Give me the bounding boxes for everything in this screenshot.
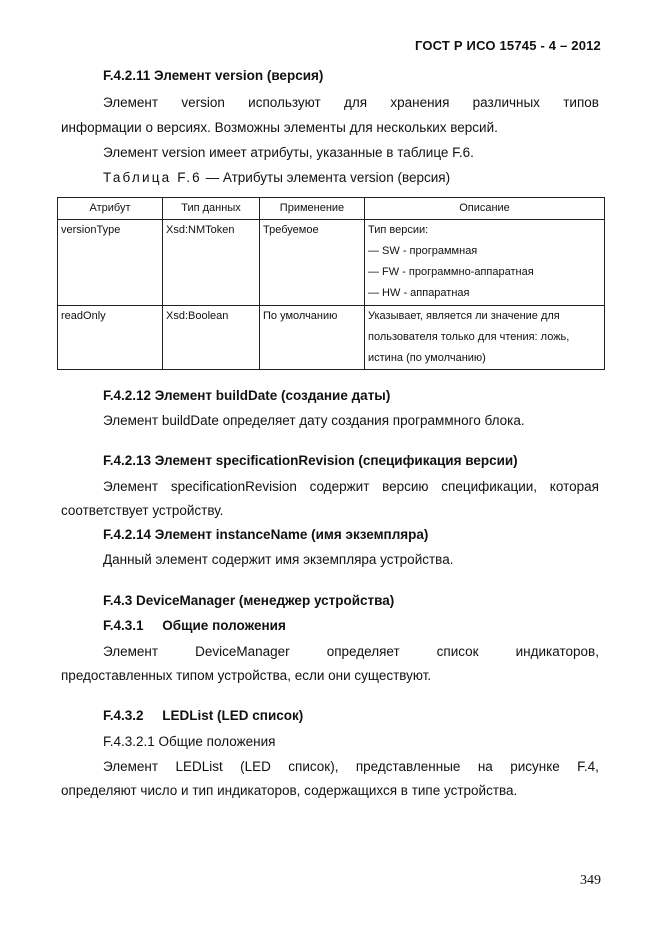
- paragraph-specrev-line1: [103, 479, 599, 494]
- page-number: 349: [580, 873, 601, 888]
- word: для: [343, 95, 368, 110]
- description-line: — FW - программно-аппаратная: [368, 266, 534, 278]
- table-caption-number: Таблица F.6: [103, 170, 202, 185]
- word: которая: [549, 479, 599, 494]
- word: список: [436, 644, 479, 659]
- paragraph-version-attributes: Элемент version имеет атрибуты, указанные в таблице F.6.: [103, 145, 474, 160]
- table-caption-title: — Атрибуты элемента version (версия): [201, 170, 451, 185]
- word: Элемент: [103, 759, 159, 774]
- paragraph-instancename: Данный элемент содержит имя экземпляра устройства.: [103, 552, 454, 567]
- table-header-row: [58, 198, 605, 220]
- cell-datatype: Xsd:NMToken: [163, 220, 260, 306]
- word: индикаторов,: [515, 644, 599, 659]
- section-heading-f4212: F.4.2.12 Элемент buildDate (создание даты): [103, 388, 391, 403]
- paragraph-devicemanager-line2: предоставленных типом устройства, если они существуют.: [61, 668, 432, 683]
- column-header-datatype: Тип данных: [163, 198, 260, 220]
- column-header-usage: Применение: [260, 198, 365, 220]
- cell-attribute: readOnly: [58, 306, 163, 370]
- cell-datatype: Xsd:Boolean: [163, 306, 260, 370]
- word: рисунке: [510, 759, 560, 774]
- section-heading-f43: F.4.3 DeviceManager (менеджер устройства): [103, 593, 395, 608]
- word: различных: [472, 95, 540, 110]
- attributes-table: [57, 197, 605, 370]
- word: представленные: [355, 759, 461, 774]
- cell-description: [365, 220, 605, 306]
- paragraph-version-line1: [103, 95, 599, 110]
- word: Элемент: [103, 479, 159, 494]
- section-heading-f4214: F.4.2.14 Элемент instanceName (имя экземпляра): [103, 527, 429, 542]
- paragraph-ledlist-line2: определяют число и тип индикаторов, содержащихся в типе устройства.: [61, 783, 518, 798]
- table-row: [58, 306, 605, 370]
- paragraph-ledlist-line1: [103, 759, 599, 774]
- description-line: — HW - аппаратная: [368, 287, 470, 299]
- description-line: Указывает, является ли значение для: [368, 310, 560, 322]
- word: типов: [563, 95, 599, 110]
- cell-usage: Требуемое: [260, 220, 365, 306]
- word: specificationRevision: [170, 479, 297, 494]
- paragraph-builddate: Элемент buildDate определяет дату создания программного блока.: [103, 413, 525, 428]
- section-heading-f431: F.4.3.1 Общие положения: [103, 618, 286, 633]
- word: определяет: [326, 644, 400, 659]
- word: содержит: [309, 479, 370, 494]
- subsection-heading-f4321: F.4.3.2.1 Общие положения: [103, 734, 276, 749]
- word: LEDList: [175, 759, 223, 774]
- column-header-description: Описание: [365, 198, 605, 220]
- description-line: Тип версии:: [368, 224, 429, 236]
- word: хранения: [390, 95, 450, 110]
- document-header: ГОСТ Р ИСО 15745 - 4 – 2012: [414, 38, 601, 53]
- word: F.4,: [577, 759, 599, 774]
- word: используют: [248, 95, 321, 110]
- description-line: истина (по умолчанию): [368, 352, 486, 364]
- table-row: [58, 220, 605, 306]
- section-heading-f432: F.4.3.2 LEDList (LED список): [103, 708, 304, 723]
- section-heading-f4213: F.4.2.13 Элемент specificationRevision (спецификация версии): [103, 453, 518, 468]
- word: (LED: [240, 759, 271, 774]
- cell-attribute: versionType: [58, 220, 163, 306]
- word: Элемент: [103, 644, 159, 659]
- cell-description: [365, 306, 605, 370]
- paragraph-version-line2: информации о версиях. Возможны элементы для нескольких версий.: [61, 120, 498, 135]
- paragraph-specrev-line2: соответствует устройству.: [61, 503, 224, 518]
- paragraph-devicemanager-line1: [103, 644, 599, 659]
- word: список),: [288, 759, 339, 774]
- description-line: пользователя только для чтения: ложь,: [368, 331, 570, 343]
- word: Элемент: [103, 95, 159, 110]
- word: DeviceManager: [195, 644, 290, 659]
- word: на: [477, 759, 493, 774]
- section-heading-f4211: F.4.2.11 Элемент version (версия): [103, 68, 324, 83]
- word: version: [181, 95, 225, 110]
- word: спецификации,: [441, 479, 538, 494]
- cell-usage: По умолчанию: [260, 306, 365, 370]
- description-line: — SW - программная: [368, 245, 478, 257]
- table-caption: [103, 170, 450, 185]
- column-header-attribute: Атрибут: [58, 198, 163, 220]
- table-bottom-rule: [57, 369, 605, 370]
- word: версию: [382, 479, 429, 494]
